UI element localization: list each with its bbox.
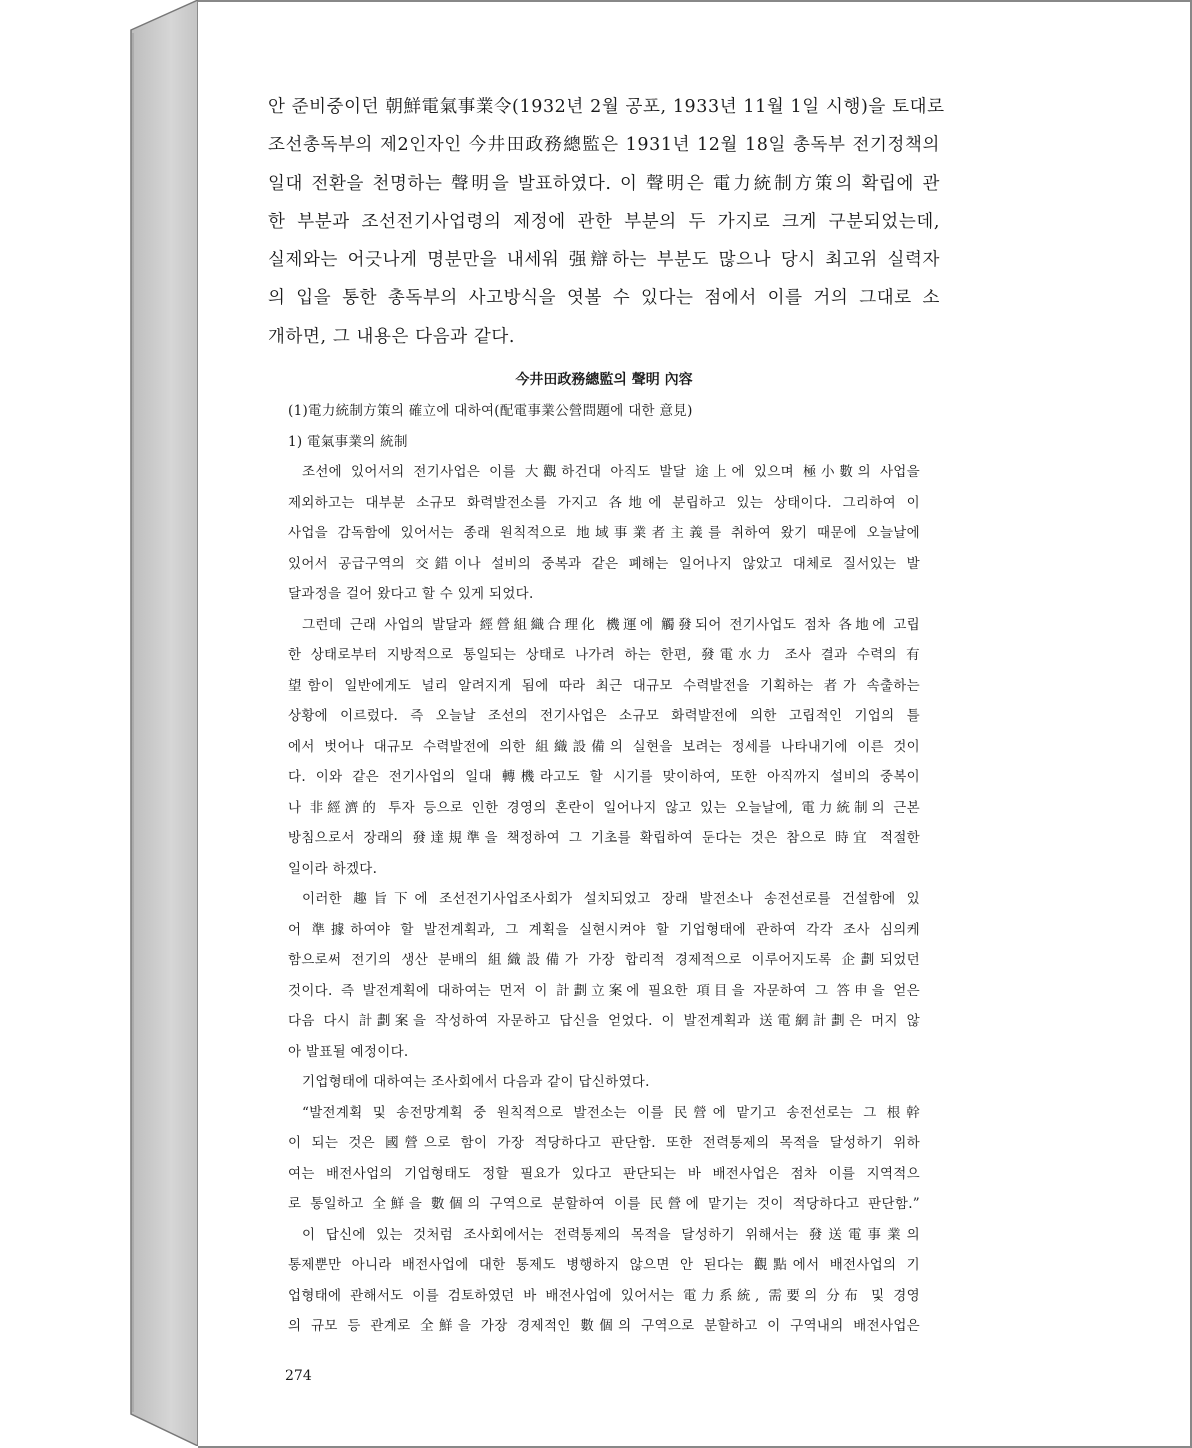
paragraph-line: 한 상태로부터 지방적으로 통일되는 상태로 나가려 하는 한편, 發電水力 조사 결과 수력의 有 [288, 647, 920, 663]
paragraph-line: 어 準據하여야 할 발전계획과, 그 계획을 실현시켜야 할 기업형태에 관하여 각각 조사 심의케 [288, 921, 920, 938]
paragraph-line: 그런데 근래 사업의 발달과 經營組織合理化 機運에 觸發되어 전기사업도 점차 各地에 고립 [302, 616, 920, 633]
paragraph-line: 다. 이와 같은 전기사업의 일대 轉機라고도 할 시기를 맞이하여, 또한 아직까지 설비의 중복이 [288, 769, 920, 785]
paragraph-line: 통제뿐만 아니라 배전사업에 대한 통제도 병행하지 않으면 안 된다는 觀點에서 배전사업의 기 [288, 1257, 920, 1273]
body-line: 한 부분과 조선전기사업령의 제정에 관한 부분의 두 가지로 크게 구분되었는데, [268, 211, 940, 232]
paragraph-line: 조선에 있어서의 전기사업은 이를 大觀하건대 아직도 발달 途上에 있으며 極小數의 사업을 [302, 464, 920, 480]
book-spine-illustration [0, 0, 200, 1446]
body-line: 의 입을 통한 총독부의 사고방식을 엿볼 수 있다는 점에서 이를 거의 그대로 소 [268, 288, 940, 309]
paragraph-line: 의 규모 등 관계로 全鮮을 가장 경제적인 數個의 구역으로 분할하고 이 구역내의 배전사업은 [288, 1318, 920, 1334]
paragraph-line: 기업형태에 대하여는 조사회에서 다음과 같이 답신하였다. [302, 1074, 650, 1090]
paragraph-line: 일이라 하겠다. [288, 860, 378, 877]
paragraph-line: 이 답신에 있는 것처럼 조사회에서는 전력통제의 목적을 달성하기 위해서는 發送電事業의 [302, 1226, 920, 1243]
paragraph-line: 방침으로서 장래의 發達規準을 책정하여 그 기초를 확립하여 둔다는 것은 참으로 時宜 적절한 [288, 830, 920, 846]
quote-line: 여는 배전사업의 기업형태도 정할 필요가 있다고 판단되는 바 배전사업은 점차 이를 지역적으 [288, 1165, 920, 1182]
paragraph-line: 아 발표될 예정이다. [288, 1043, 409, 1060]
quote-line: “발전계획 및 송전망계획 중 원칙적으로 발전소는 이를 民營에 맡기고 송전선로는 그 根幹 [302, 1104, 920, 1121]
paragraph-line: 것이다. 즉 발전계획에 대하여는 먼저 이 計劃立案에 필요한 項目을 자문하여 그 答申을 얻은 [288, 982, 920, 999]
paragraph-line: 함으로써 전기의 생산 분배의 組織設備가 가장 합리적 경제적으로 이루어지도록 企劃되었던 [288, 952, 920, 968]
sub-heading: (1)電力統制方策의 確立에 대하여(配電事業公營問題에 대한 意見) [288, 403, 693, 419]
body-line: 안 준비중이던 朝鮮電氣事業令(1932년 2월 공포, 1933년 11월 1일 시행)을 토대로 [268, 97, 945, 117]
section-title: 今井田政務總監의 聲明 內容 [515, 372, 693, 388]
paragraph-line: 제외하고는 대부분 소규모 화력발전소를 가지고 各地에 분립하고 있는 상태이다. 그리하여 이 [288, 494, 920, 511]
paragraph-line: 업형태에 관해서도 이를 검토하였던 바 배전사업에 있어서는 電力系統, 需要의 分布 및 경영 [288, 1287, 920, 1304]
paragraph-line: 사업을 감독함에 있어서는 종래 원칙적으로 地域事業者主義를 취하여 왔기 때문에 오늘날에 [288, 525, 920, 541]
paragraph-line: 상황에 이르렀다. 즉 오늘날 조선의 전기사업은 소규모 화력발전에 의한 고립적인 기업의 틀 [288, 708, 920, 724]
sub-heading: 1) 電氣事業의 統制 [288, 433, 408, 450]
body-line: 개하면, 그 내용은 다음과 같다. [268, 326, 516, 347]
paragraph-line: 나 非經濟的 투자 등으로 인한 경영의 혼란이 일어나지 않고 있는 오늘날에, 電力統制의 근본 [288, 799, 920, 816]
body-line: 일대 전환을 천명하는 聲明을 발표하였다. 이 聲明은 電力統制方策의 확립에 관 [268, 173, 940, 194]
paragraph-line: 이러한 趣旨下에 조선전기사업조사회가 설치되었고 장래 발전소나 송전선로를 건설함에 있 [302, 891, 920, 907]
page-number: 274 [285, 1368, 312, 1384]
body-line: 조선총독부의 제2인자인 今井田政務總監은 1931년 12월 18일 총독부 전기정책의 [268, 135, 940, 156]
paragraph-line: 에서 벗어나 대규모 수력발전에 의한 組織設備의 실현을 보려는 정세를 나타내기에 이른 것이 [288, 738, 920, 755]
paragraph-line: 있어서 공급구역의 交錯이나 설비의 중복과 같은 폐해는 일어나지 않았고 대체로 질서있는 발 [288, 555, 920, 572]
intro-paragraph [268, 88, 945, 356]
quote-line: 이 되는 것은 國營으로 함이 가장 적당하다고 판단함. 또한 전력통제의 목적을 달성하기 위하 [288, 1135, 920, 1151]
quote-line: 로 통일하고 全鮮을 數個의 구역으로 분할하여 이를 民營에 맡기는 것이 적당하다고 판단함.” [288, 1196, 920, 1212]
paragraph-line: 다음 다시 計劃案을 작성하여 자문하고 답신을 얻었다. 이 발전계획과 送電網計劃은 머지 않 [288, 1013, 920, 1029]
body-line: 실제와는 어긋나게 명분만을 내세워 强辯하는 부분도 많으나 당시 최고위 실력자 [268, 250, 940, 271]
paragraph-line: 달과정을 걸어 왔다고 할 수 있게 되었다. [288, 586, 534, 602]
statement-block [288, 396, 920, 1342]
paragraph-line: 望함이 일반에게도 널리 알려지게 됨에 따라 최근 대규모 수력발전을 기획하는 者가 속출하는 [288, 677, 920, 694]
